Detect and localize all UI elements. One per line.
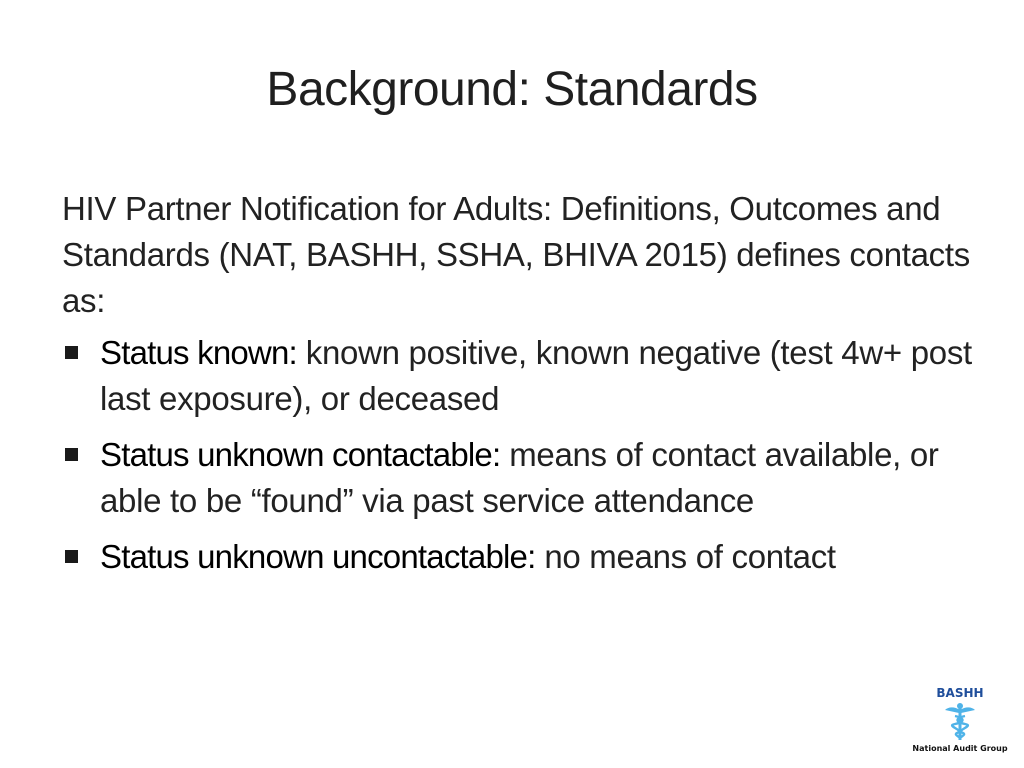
definition-list	[62, 330, 982, 580]
logo-title: BASHH	[936, 686, 984, 700]
intro-paragraph: HIV Partner Notification for Adults: Definitions, Outcomes and Standards (NAT, BASHH, SSHA, BHIVA 2015) defines contacts as:	[62, 190, 970, 319]
definition-text: means of contact available, or able to be “found” via past service attendance	[100, 436, 939, 519]
definition-text: no means of contact	[535, 538, 836, 575]
list-item	[62, 534, 982, 580]
definition-term: Status known:	[100, 334, 297, 371]
square-bullet-icon	[65, 550, 78, 563]
definition-text: known positive, known negative (test 4w+ post last exposure), or deceased	[100, 334, 972, 417]
square-bullet-icon	[65, 346, 78, 359]
slide-title: Background: Standards	[266, 63, 758, 116]
slide-body	[62, 186, 982, 590]
logo-caption: National Audit Group	[912, 744, 1008, 753]
definition-term: Status unknown contactable:	[100, 436, 501, 473]
list-item	[62, 432, 982, 524]
caduceus-icon	[943, 702, 977, 742]
list-item	[62, 330, 982, 422]
bashh-logo	[910, 682, 1010, 762]
square-bullet-icon	[65, 448, 78, 461]
definition-term: Status unknown uncontactable:	[100, 538, 536, 575]
